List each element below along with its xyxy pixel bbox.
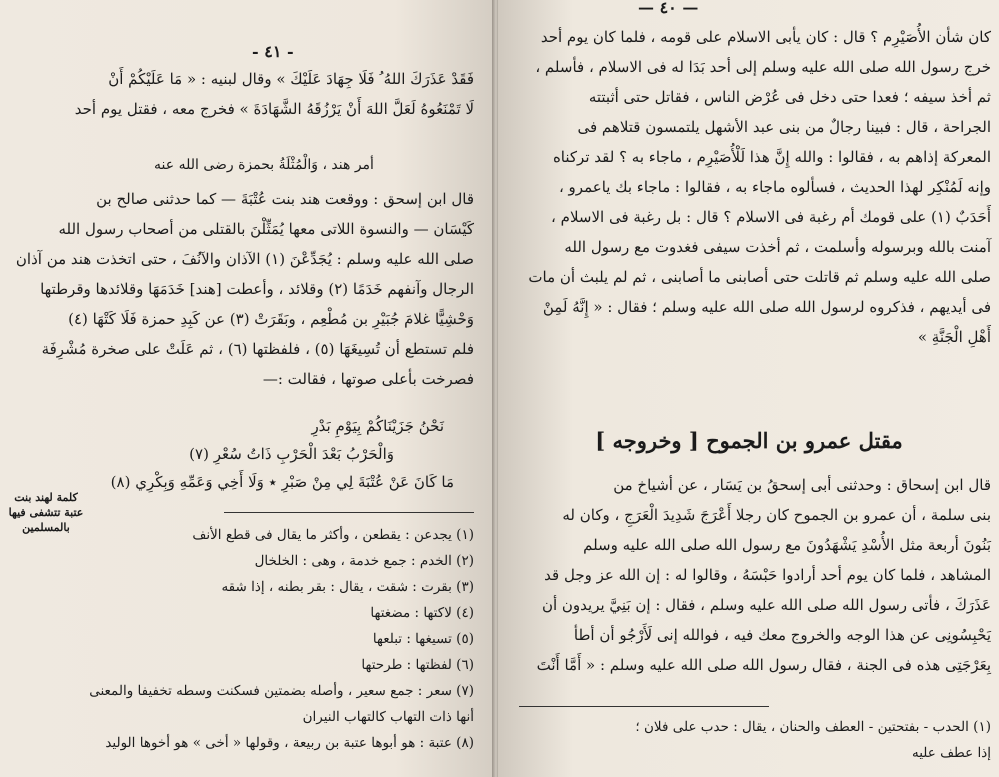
text-line: بِعَرْجَتِى هذه فى الجنة ، فقال رسول الله صلى الله عليه وسلم : « أَمَّا أَنْتَ (536, 656, 991, 674)
verse-line: وَالْحَرْبُ بَعْدَ الْحَرْبِ ذَاتُ سُعْرِ (٧) (189, 445, 394, 463)
subheading: أمر هند ، وَالْمُثْلَةُ بحمزة رضى الله عنه (154, 157, 374, 173)
text-line: أَهْلِ الْجَنَّةِ » (917, 328, 991, 346)
body-text-2 (521, 470, 991, 680)
text-line: المعركة إذاهم به ، فقالوا : والله إِنَّ هذا لَلْأُصَيْرِم ، ماجاء به ؟ لقد تركناه (552, 148, 991, 166)
footnotes (521, 714, 991, 766)
footnote: إذا عطف عليه (911, 745, 991, 761)
footnote: (٤) لاكتها : مضغتها (370, 605, 474, 621)
page-number: — ٤٠ — (638, 0, 699, 17)
page-number: - ٤١ - (252, 42, 294, 61)
margin-note-line: عتبة تتشفى فيها (8, 506, 84, 519)
footnotes (34, 522, 474, 756)
text-line: المشاهد ، فلما كان يوم أحد أرادوا حَبْسَهُ ، وقالوا له : إن الله عز وجل قد (544, 566, 991, 584)
text-line: بَنُونَ أربعة مثل الأُسْدِ يَشْهَدُونَ مع رسول الله صلى الله عليه وسلم (583, 536, 991, 554)
text-line: صلى الله عليه وسلم ثم قاتلت حتى أصابنى ما أصابنى ، ثم لم يلبث أن مات (528, 268, 991, 286)
footnote-divider (224, 512, 474, 513)
margin-note-line: كلمة لهند بنت (14, 491, 78, 504)
footnote: (٢) الخدم : جمع خدمة ، وهى : الخلخال (254, 553, 474, 569)
text-line: وَحْشِيًّا غلامَ جُبَيْرِ بن مُطْعِم ، وبَقَرَتْ (٣) عن كَبِدِ حمزة فَلَا كَتْهَا (٤) (68, 310, 474, 328)
verse-line: مَا كَانَ عَنْ عُتْبَةَ لِي مِنْ صَبْرِ ٭ وَلَا أَخِي وَعَمِّهِ وَبِكْرِي (٨) (110, 473, 454, 491)
footnote: (٥) تسيغها : تبلعها (372, 631, 474, 647)
text-line: بنى سلمة ، أن عمرو بن الجموح كان رجلا أَعْرَجَ شَدِيدَ الْعَرَجِ ، وكان له (562, 506, 991, 524)
page-41 (0, 0, 494, 777)
footnote: (١) يجدعن : يقطعن ، وأكثر ما يقال فى قطع الأنف (192, 527, 474, 543)
opening-lines (64, 64, 474, 124)
footnote: (٧) سعر : جمع سعير ، وأصله بضمتين فسكنت وسطه تخفيفا والمعنى (89, 683, 474, 699)
text-line: خرج رسول الله صلى الله عليه وسلم إلى أحد بَدَا له فى الاسلام ، فأسلم ، (535, 58, 991, 76)
footnote: (٦) لفظتها : طرحتها (361, 657, 474, 673)
footnote: (١) الحدب - بفتحتين - العطف والحنان ، يقال : حدب على فلان ؛ (635, 719, 991, 735)
margin-note-line: بالمسلمين (22, 521, 70, 534)
page-40 (498, 0, 999, 777)
poem (64, 412, 454, 496)
text-line: قال ابن إسحاق : وحدثنى أبى إسحقُ بن يَسَار ، عن أشياخ من (613, 476, 991, 494)
body-text (15, 184, 474, 394)
text-line: ثم أخذ سيفه ؛ فعدا حتى دخل فى عُرْض الناس ، فقاتل حتى أثبتته (588, 88, 991, 106)
text-line: فلم تستطع أن تُسِيغَهَا (٥) ، فلفظتها (٦) ، ثم عَلَتْ على صخرة مُشْرِفَة (41, 340, 474, 358)
text-line: كَيْسَان — والنسوة اللاتى معها يُمَثِّلْنَ بالقتلى من أصحاب رسول الله (58, 220, 474, 238)
text-line: فَقَدْ عَذَرَكَ اللهُ ُ فَلَا جِهَادَ عَلَيْكَ » وقال لبنيه : « مَا عَلَيْكُمْ أَنْ (108, 70, 474, 88)
text-line: الجراحة ، قال : فبينا رجالٌ من بنى عبد الأشهل يلتمسون قتلاهم فى (577, 118, 991, 136)
text-line: أَحَدَبٌ (١) على قومك أم رغبة فى الاسلام ؟ قال : بل رغبة فى الاسلام ، (551, 208, 991, 226)
text-line: كان شأن الأُصَيْرِم ؟ قال : كان يأبى الاسلام على قومه ، فلما كان يوم أحد (540, 28, 991, 46)
footnote: (٣) بقرت : شقت ، يقال : بقر بطنه ، إذا شقه (221, 579, 474, 595)
footnote: أنها ذات التهاب كالتهاب النيران (302, 709, 474, 725)
text-line: وإنه لَمُنْكِر لهذا الحديث ، فسألوه ماجاء به ، فقالوا : ماجاء بك ياعمرو ، (558, 178, 991, 196)
text-line: صلى الله عليه وسلم : يُجَدِّعْنَ (١) الآذان والآنُفَ ، حتى اتخذت هند من آذان (15, 250, 474, 268)
footnote: (٨) عتبة : هو أبوها عتبة بن ربيعة ، وقولها « أخى » هو أخوها الوليد (105, 735, 474, 751)
text-line: آمنت بالله وبرسوله وأسلمت ، ثم أخذت سيفى فغدوت مع رسول الله (564, 238, 991, 256)
text-line: فصرخت بأعلى صوتها ، فقالت :— (262, 370, 474, 388)
text-line: عَذَرَكَ ، فأتى رسول الله صلى الله عليه وسلم ، فقال : إن بَنِيَّ يريدون أن (541, 596, 991, 614)
text-line: قال ابن إسحق : ووقعت هند بنت عُتْبَةَ — كما حدثنى صالح بن (96, 190, 474, 208)
text-line: الرجال وآنفهم خَدَمًا (٢) وقلائد ، وأعطت [هند] خَدَمَهَا وقلائدها وقرطتها (40, 280, 474, 298)
section-subheading (54, 150, 474, 180)
text-line: فى أيديهم ، فذكروه لرسول الله صلى الله عليه وسلم ؛ فقال : « إِنَّهُ لَمِنْ (542, 298, 991, 316)
body-text (521, 22, 991, 352)
text-line: يَحْبِسُونِى عن هذا الوجه والخروج معك فيه ، فوالله إنى لَأَرْجُو أن أطأ (573, 626, 991, 644)
verse-line: نَحْنُ جَزَيْنَاكُمْ بِيَوْمِ بَدْرِ (311, 417, 444, 435)
section-heading: مقتل عمرو بن الجموح [ وخروجه ] (595, 428, 903, 453)
text-line: لَا تَمْنَعُوهُ لَعَلَّ اللهَ أَنْ يَرْزُقَهُ الشَّهَادَةَ » فخرج معه ، فقتل يوم أحد (74, 100, 474, 118)
footnote-divider (519, 706, 769, 707)
